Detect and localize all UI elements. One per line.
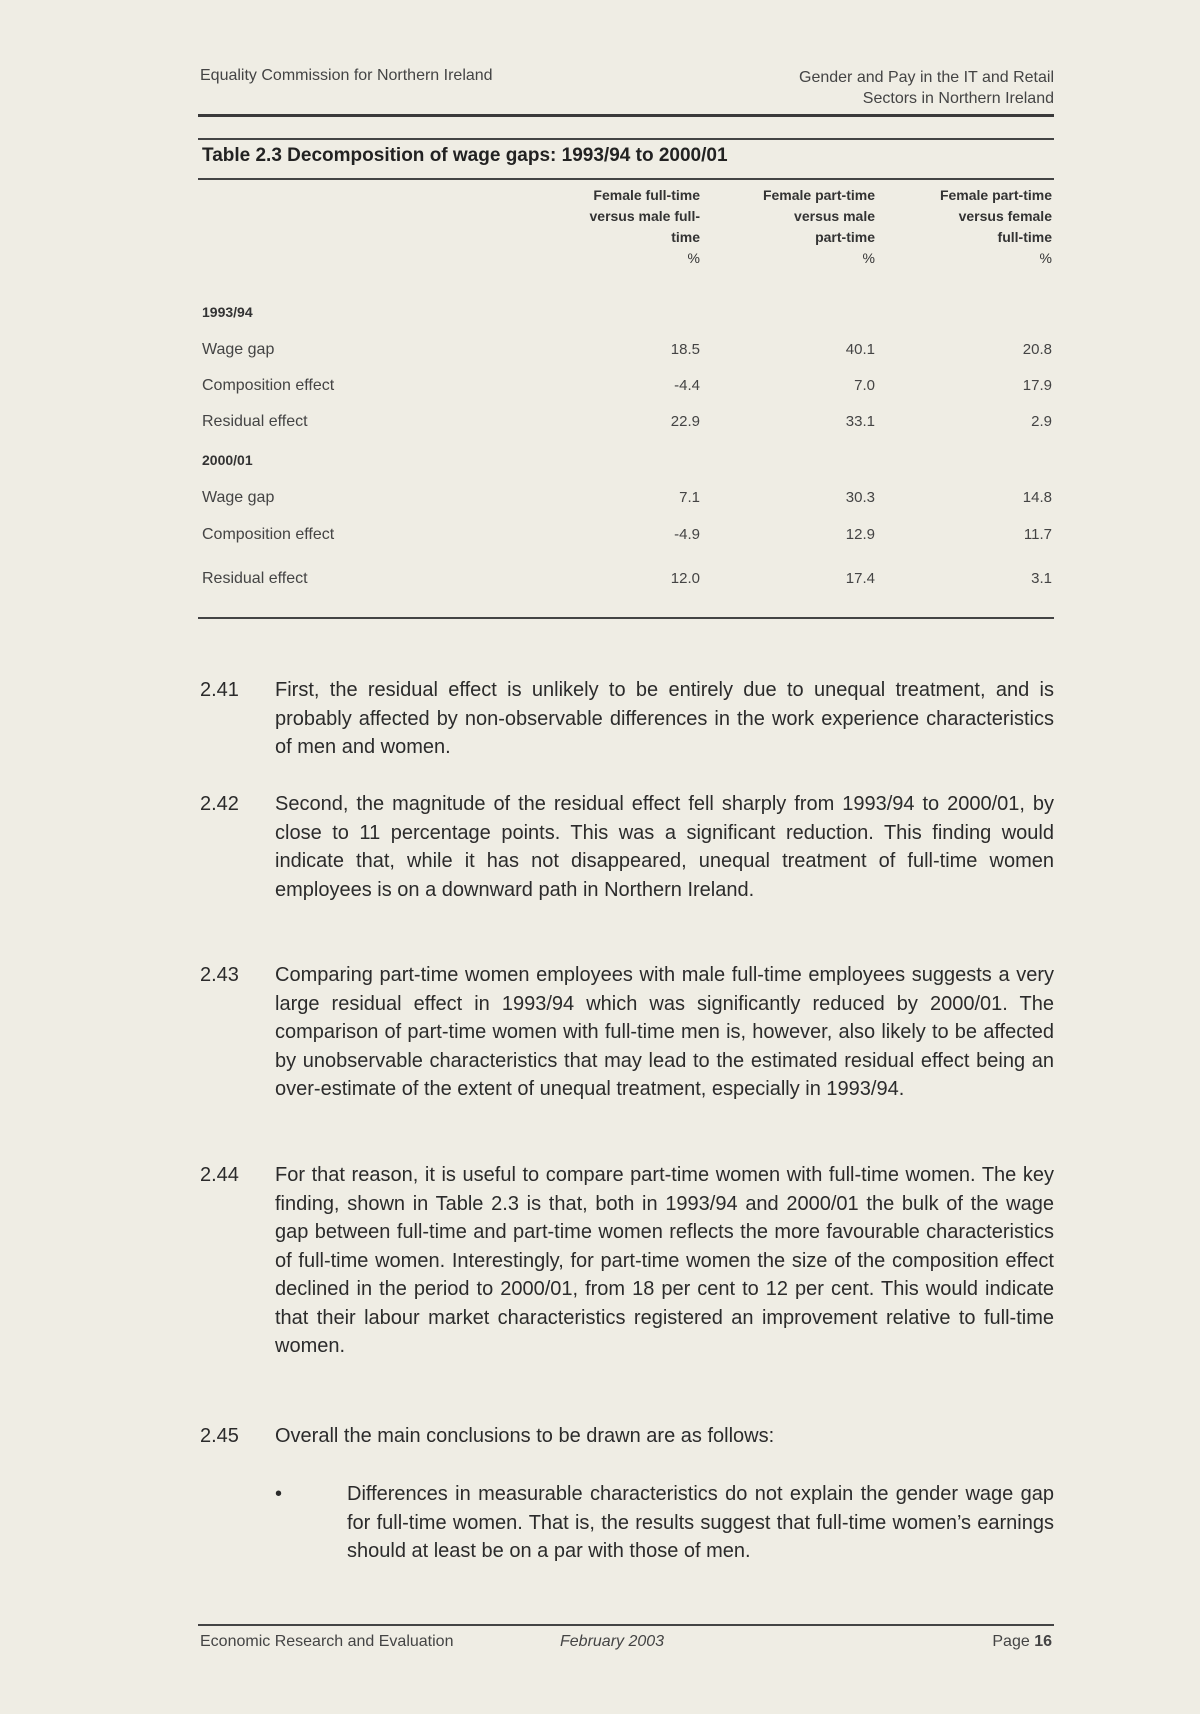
column-header-2-line2: versus male (794, 208, 875, 224)
column-header-3-unit: % (1039, 250, 1052, 266)
table-cell: 11.7 (1023, 526, 1052, 543)
page-label: Page (992, 1633, 1030, 1650)
group-year-1993-94: 1993/94 (202, 304, 253, 320)
header-title-line1: Gender and Pay in the IT and Retail (799, 69, 1054, 86)
paragraph-2-41 (200, 676, 1054, 762)
bullet-text: Differences in measurable characteristics do not explain the gender wage gap for full-time women. That is, the results suggest that full-time women’s earnings should at least be on a par with those of men. (347, 1483, 1054, 1562)
footer-date: February 2003 (560, 1633, 665, 1650)
table-title-rule (198, 178, 1054, 180)
column-header-2-line3: part-time (815, 229, 875, 245)
column-header-2-line1: Female part-time (762, 187, 875, 203)
column-header-3 (877, 185, 1052, 269)
table-top-rule (198, 138, 1054, 140)
table-cell: 12.0 (670, 570, 700, 587)
page-number: 16 (1034, 1633, 1052, 1650)
paragraph-number: 2.41 (200, 679, 239, 701)
header-title-line2: Sectors in Northern Ireland (862, 90, 1054, 107)
column-header-1-line2: versus male full- (589, 208, 700, 224)
table-title: Table 2.3 Decomposition of wage gaps: 1993/94 to 2000/01 (202, 145, 728, 166)
paragraph-2-42 (200, 790, 1054, 904)
table-cell: 18.5 (670, 341, 700, 358)
paragraph-2-43 (200, 961, 1054, 1104)
table-cell: 12.9 (845, 526, 875, 543)
table-cell: 33.1 (845, 413, 875, 430)
footer-divider (198, 1624, 1054, 1626)
table-cell: -4.9 (674, 526, 700, 543)
column-header-3-line2: versus female (958, 208, 1052, 224)
paragraph-number: 2.42 (200, 793, 239, 815)
table-cell: 17.4 (845, 570, 875, 587)
table-cell: 2.9 (1031, 413, 1052, 430)
header-report-title (799, 67, 1054, 109)
column-header-2-unit: % (862, 250, 875, 266)
table-cell: 7.0 (854, 377, 875, 394)
paragraph-number: 2.45 (200, 1425, 239, 1447)
paragraph-text: For that reason, it is useful to compare part-time women with full-time women. The key finding, shown in Table 2.3 is that, both in 1993/94 and 2000/01 the bulk of the wage gap between full-time and part-time women reflects the more favourable characteristics of full-time women. Interestingly, for part-time women the size of the composition effect declined in the period to 2000/01, from 18 per cent to 12 per cent. This would indicate that their labour market characteristics registered an improvement relative to full-time women. (275, 1164, 1054, 1357)
paragraph-2-45 (200, 1422, 1054, 1451)
paragraph-text: Comparing part-time women employees with male full-time employees suggests a very large residual effect in 1993/94 which was significantly reduced by 2000/01. The comparison of part-time women with full-time men is, however, also likely to be affected by unobservable characteristics that may lead to the estimated residual effect being an over-estimate of the extent of unequal treatment, especially in 1993/94. (275, 964, 1054, 1100)
table-cell: 3.1 (1031, 570, 1052, 587)
header-divider (198, 114, 1054, 117)
row-label: Wage gap (202, 341, 275, 358)
footer-department: Economic Research and Evaluation (200, 1633, 454, 1650)
row-label: Residual effect (202, 570, 308, 587)
table-cell: 7.1 (679, 489, 700, 506)
column-header-1 (510, 185, 700, 269)
paragraph-text: Second, the magnitude of the residual effect fell sharply from 1993/94 to 2000/01, by close to 11 percentage points. This was a significant reduction. This finding would indicate that, while it has not disappeared, unequal treatment of full-time women employees is on a downward path in Northern Ireland. (275, 793, 1054, 901)
paragraph-number: 2.43 (200, 964, 239, 986)
bullet-item (275, 1480, 1054, 1566)
column-header-2 (700, 185, 875, 269)
column-header-3-line3: full-time (997, 229, 1052, 245)
group-year-2000-01: 2000/01 (202, 452, 253, 468)
column-header-1-line3: time (671, 229, 700, 245)
row-label: Composition effect (202, 377, 335, 394)
paragraph-text: First, the residual effect is unlikely to be entirely due to unequal treatment, and is probably affected by non-observable differences in the work experience characteristics of men and women. (275, 679, 1054, 758)
table-cell: 20.8 (1022, 341, 1052, 358)
row-label: Composition effect (202, 526, 335, 543)
table-cell: -4.4 (674, 377, 700, 394)
column-header-3-line1: Female part-time (939, 187, 1052, 203)
paragraph-2-44 (200, 1161, 1054, 1361)
footer-page-number (992, 1633, 1052, 1651)
paragraph-text: Overall the main conclusions to be drawn are as follows: (275, 1425, 775, 1447)
header-organisation: Equality Commission for Northern Ireland (200, 67, 493, 84)
table-cell: 17.9 (1022, 377, 1052, 394)
table-cell: 30.3 (845, 489, 875, 506)
column-header-1-unit: % (687, 250, 700, 266)
row-label: Residual effect (202, 413, 308, 430)
table-cell: 14.8 (1022, 489, 1052, 506)
bullet-icon: • (275, 1483, 283, 1505)
table-bottom-rule (198, 617, 1054, 619)
column-header-1-line1: Female full-time (593, 187, 700, 203)
table-cell: 40.1 (845, 341, 875, 358)
paragraph-number: 2.44 (200, 1164, 239, 1186)
table-cell: 22.9 (670, 413, 700, 430)
row-label: Wage gap (202, 489, 275, 506)
